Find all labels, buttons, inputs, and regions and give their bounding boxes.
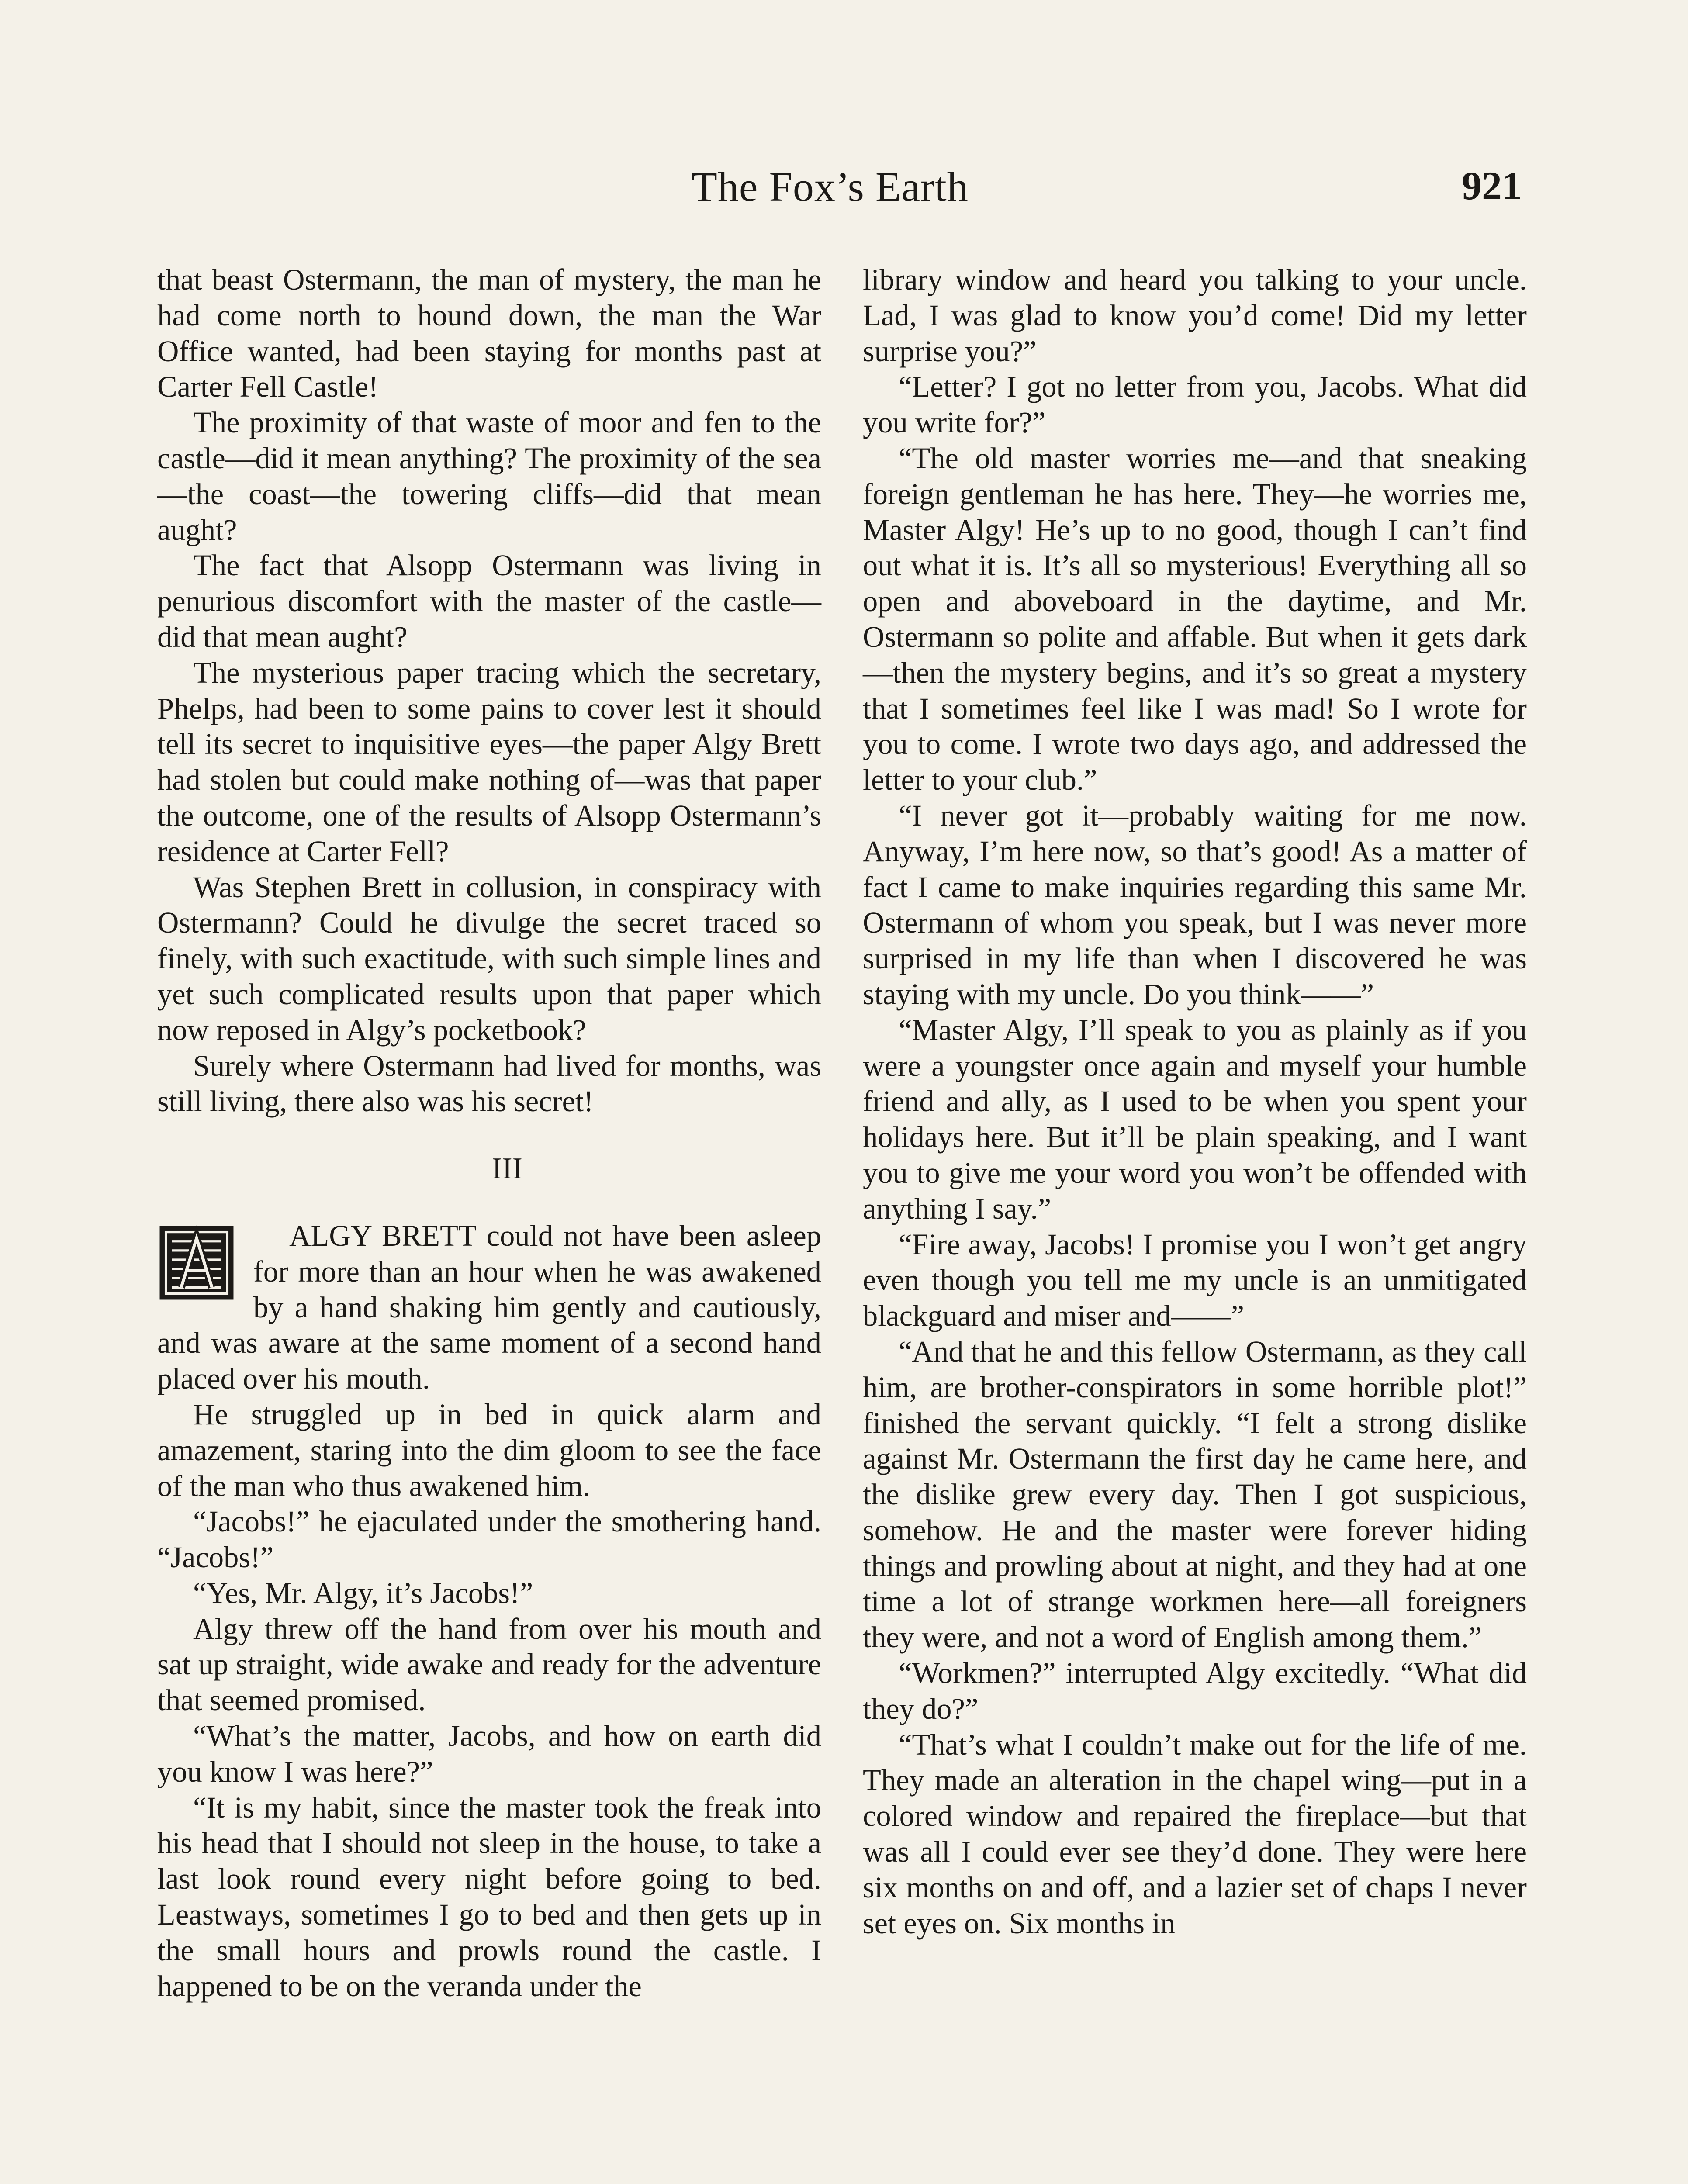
paragraph: The mysterious paper tracing which the secretary, Phelps, had been to some pains to cover lest it should tell its secret to inquisitive eyes—the paper Algy Brett had stolen but could make nothing of—was that paper the outcome, one of the results of Alsopp Ostermann’s residence at Carter Fell? — [157, 656, 821, 868]
paragraph: Algy threw off the hand from over his mouth and sat up straight, wide awake and ready for the adventure that seemed promised. — [157, 1612, 821, 1717]
section-number: III — [492, 1152, 522, 1186]
paragraph: The fact that Alsopp Ostermann was living in penurious discomfort with the master of the castle—did that mean aught? — [157, 549, 821, 653]
paragraph: “I never got it—probably waiting for me now. Anyway, I’m here now, so that’s good! As a matter of fact I came to make inquiries regarding this same Mr. Ostermann of whom you speak, but I was never more surprised in my life than when I discovered he was staying with my uncle. Do you think——” — [863, 798, 1527, 1011]
paragraph: Surely where Ostermann had lived for months, was still living, there also was his secret! — [157, 1049, 821, 1118]
paragraph: He struggled up in bed in quick alarm and amazement, staring into the dim gloom to see the face of the man who thus awakened him. — [157, 1397, 821, 1503]
paragraph: “Workmen?” interrupted Algy excitedly. “What did they do?” — [863, 1656, 1527, 1725]
paragraph-text: ALGY BRETT could not have been asleep for more than an hour when he was awakened by a hand shaking him gently and cautiously, and was aware at the same moment of a second hand placed over his mouth. — [157, 1219, 821, 1396]
paragraph: “What’s the matter, Jacobs, and how on earth did you know I was here?” — [157, 1719, 821, 1788]
paragraph: “Jacobs!” he ejaculated under the smothering hand. “Jacobs!” — [157, 1505, 821, 1574]
paragraph: that beast Ostermann, the man of mystery, the man he had come north to hound down, the man the War Office wanted, had been staying for months past at Carter Fell Castle! — [157, 263, 821, 404]
paragraph: “It is my habit, since the master took the freak into his head that I should not sleep in the house, to take a last look round every night before going to bed. Leastways, sometimes I go to bed and then gets up in the small hours and prowls round the castle. I happened to be on the veranda under the — [157, 1790, 821, 2003]
paragraph: “Master Algy, I’ll speak to you as plainly as if you were a youngster once again and myself your humble friend and ally, as I used to be when you spent your holidays here. But it’ll be plain speaking, and I want you to give me your word you won’t be offended with anything I say.” — [863, 1013, 1527, 1225]
running-title: The Fox’s Earth — [692, 163, 969, 210]
paragraph: The proximity of that waste of moor and fen to the castle—did it mean anything? The proximity of the sea—the coast—the towering cliffs—did that mean aught? — [157, 406, 821, 546]
paragraph: “Letter? I got no letter from you, Jacobs. What did you write for?” — [863, 370, 1527, 439]
page-number: 921 — [1462, 163, 1522, 208]
paragraph: “And that he and this fellow Ostermann, as they call him, are brother-conspirators in some horrible plot!” finished the servant quickly. “I felt a strong dislike against Mr. Ostermann the first day he came here, and the dislike grew every day. Then I got suspicious, somehow. He and the master were forever hiding things and prowling about at night, and they had at one time a lot of strange workmen here—all foreigners they were, and not a word of English among them.” — [863, 1334, 1527, 1654]
paragraph: “Fire away, Jacobs! I promise you I won’t get angry even though you tell me my uncle is an unmitigated blackguard and miser and——” — [863, 1227, 1527, 1333]
opening-paragraph — [157, 1218, 821, 1397]
paragraph: “That’s what I couldn’t make out for the life of me. They made an alteration in the chapel wing—put in a colored window and repaired the fireplace—but that was all I could ever see they’d done. They were here six months on and off, and a lazier set of chaps I never set eyes on. Six months in — [863, 1728, 1527, 1940]
paragraph: library window and heard you talking to your uncle. Lad, I was glad to know you’d come! Did my letter surprise you?” — [863, 263, 1527, 368]
right-column — [863, 262, 1527, 1941]
paragraph: “Yes, Mr. Algy, it’s Jacobs!” — [193, 1576, 533, 1610]
left-column — [157, 262, 821, 2004]
paragraph: Was Stephen Brett in collusion, in conspiracy with Ostermann? Could he divulge the secret traced so finely, with such exactitude, with such simple lines and yet such complicated results upon that paper which now reposed in Algy’s pocketbook? — [157, 870, 821, 1047]
ornamental-initial-A-icon — [157, 1223, 236, 1303]
paragraph: “The old master worries me—and that sneaking foreign gentleman he has here. They—he worries me, Master Algy! He’s up to no good, though I can’t find out what it is. It’s all so mysterious! Everything all so open and aboveboard in the daytime, and Mr. Ostermann so polite and affable. But when it gets dark—then the mystery begins, and it’s so great a mystery that I sometimes feel like I was mad! So I wrote for you to come. I wrote two days ago, and addressed the letter to your club.” — [863, 441, 1527, 797]
